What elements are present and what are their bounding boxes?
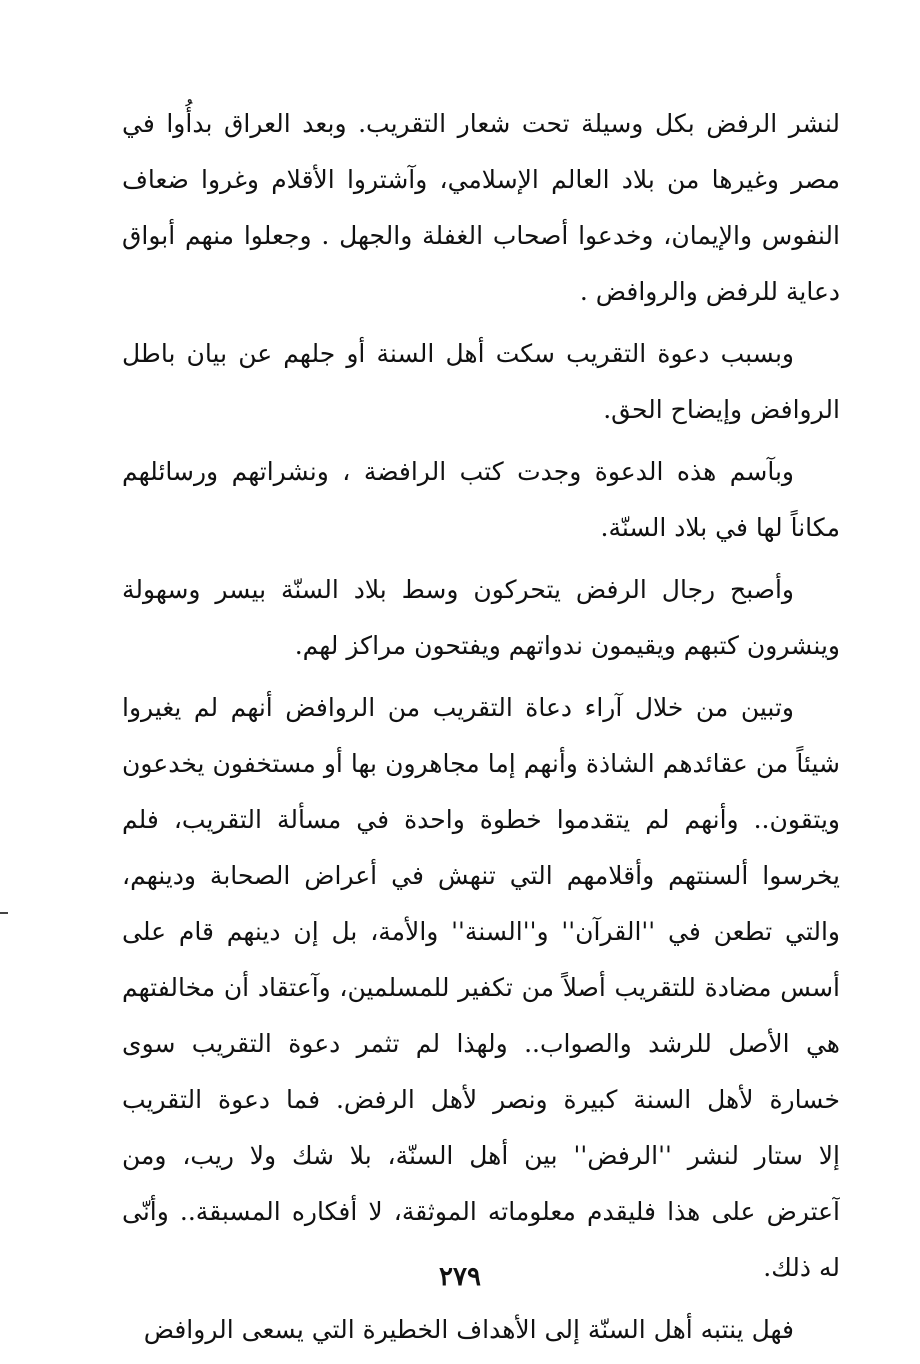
text-line: النفوس والإيمان، وخدعوا أصحاب الغفلة والجهل . وجعلوا منهم أبواق (122, 221, 840, 250)
text-line: الروافض وإيضاح الحق. (603, 395, 840, 424)
body-text (122, 96, 840, 1364)
text-line: أسس مضادة للتقريب أصلاً من تكفير للمسلمين، وآعتقاد أن مخالفتهم (122, 973, 840, 1002)
text-line: دعاية للرفض والروافض . (579, 277, 840, 306)
text-line: وأصبح رجال الرفض يتحركون وسط بلاد السنّة بيسر وسهولة (122, 575, 794, 604)
paragraph-3 (122, 444, 840, 556)
text-line: وبسبب دعوة التقريب سكت أهل السنة أو جلهم عن بيان باطل (122, 339, 794, 368)
text-line: آعترض على هذا فليقدم معلوماته الموثقة، لا أفكاره المسبقة.. وأنّى (122, 1197, 840, 1226)
text-line: والتي تطعن في ''القرآن'' و''السنة'' والأمة، بل إن دينهم قام على (122, 917, 840, 946)
text-line: مكاناً لها في بلاد السنّة. (600, 513, 840, 542)
text-line: إلا ستار لنشر ''الرفض'' بين أهل السنّة، بلا شك ولا ريب، ومن (122, 1141, 840, 1170)
text-line: ويتقون.. وأنهم لم يتقدموا خطوة واحدة في مسألة التقريب، فلم (122, 805, 840, 834)
text-line: وبآسم هذه الدعوة وجدت كتب الرافضة ، ونشراتهم ورسائلهم (122, 457, 794, 486)
text-line: شيئاً من عقائدهم الشاذة وأنهم إما مجاهرون بها أو مستخفون يخدعون (122, 749, 840, 778)
paragraph-1 (122, 96, 840, 320)
text-line: وينشرون كتبهم ويقيمون ندواتهم ويفتحون مراكز لهم. (294, 631, 840, 660)
page-number: ٢٧٩ (439, 1262, 481, 1292)
paragraph-4 (122, 562, 840, 674)
text-line: له ذلك. (763, 1253, 840, 1282)
text-line: فهل ينتبه أهل السنّة إلى الأهداف الخطيرة التي يسعى الروافض (143, 1315, 794, 1344)
text-line: يخرسوا ألسنتهم وأقلامهم التي تنهش في أعراض الصحابة ودينهم، (122, 861, 840, 890)
paragraph-5 (122, 680, 840, 1296)
text-line: خسارة لأهل السنة كبيرة ونصر لأهل الرفض. فما دعوة التقريب (122, 1085, 840, 1114)
text-line: وتبين من خلال آراء دعاة التقريب من الروافض أنهم لم يغيروا (122, 693, 794, 722)
text-line: مصر وغيرها من بلاد العالم الإسلامي، وآشتروا الأقلام وغروا ضعاف (122, 165, 840, 194)
paragraph-2 (122, 326, 840, 438)
margin-mark (0, 912, 8, 914)
text-line: هي الأصل للرشد والصواب.. ولهذا لم تثمر دعوة التقريب سوى (122, 1029, 840, 1058)
text-line: لنشر الرفض بكل وسيلة تحت شعار التقريب. وبعد العراق بدأُوا في (122, 109, 840, 138)
paragraph-6 (122, 1302, 840, 1358)
